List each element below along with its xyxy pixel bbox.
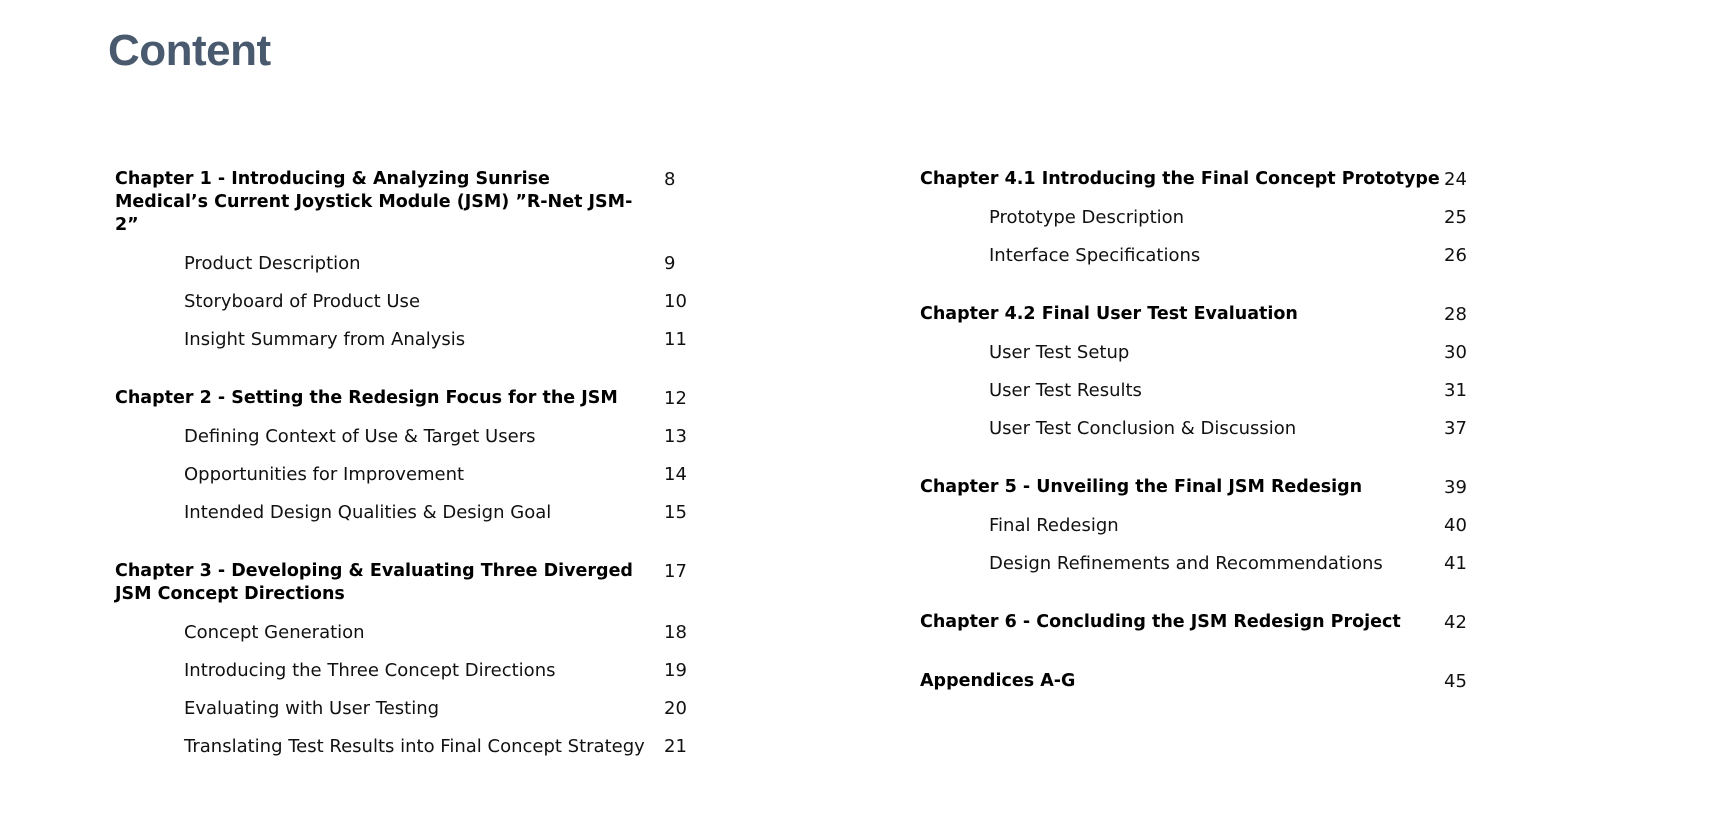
toc-chapter [920, 476, 1480, 575]
toc-chapter [920, 611, 1480, 634]
toc-chapter [115, 387, 695, 524]
section-row[interactable] [115, 501, 695, 524]
section-row[interactable] [115, 621, 695, 644]
section-row[interactable] [115, 463, 695, 486]
section-page-number: 21 [664, 736, 687, 757]
section-page-number: 31 [1444, 380, 1467, 401]
section-title: Concept Generation [184, 622, 365, 643]
toc-chapter [920, 168, 1480, 267]
section-page-number: 41 [1444, 553, 1467, 574]
chapter-title: Chapter 1 - Introducing & Analyzing Sunrise Medical’s Current Joystick Module (JSM) ”R-Net JSM-2” [115, 169, 633, 235]
chapter-page-number: 28 [1444, 304, 1467, 325]
chapter-page-number: 45 [1444, 671, 1467, 692]
section-page-number: 18 [664, 622, 687, 643]
section-page-number: 13 [664, 426, 687, 447]
section-row[interactable] [920, 341, 1480, 364]
chapter-page-number: 8 [664, 169, 676, 190]
section-row[interactable] [920, 206, 1480, 229]
chapter-page-number: 12 [664, 388, 687, 409]
section-page-number: 25 [1444, 207, 1467, 228]
section-title: Translating Test Results into Final Concept Strategy [184, 736, 645, 757]
chapter-title: Chapter 3 - Developing & Evaluating Three Diverged JSM Concept Directions [115, 561, 633, 604]
chapter-page-number: 42 [1444, 612, 1467, 633]
chapter-page-number: 39 [1444, 477, 1467, 498]
toc-left-column [115, 168, 695, 794]
section-page-number: 26 [1444, 245, 1467, 266]
section-title: Final Redesign [989, 515, 1119, 536]
chapter-title: Appendices A-G [920, 671, 1076, 691]
toc-chapter [115, 560, 695, 758]
section-title: Storyboard of Product Use [184, 291, 421, 312]
section-row[interactable] [115, 697, 695, 720]
section-title: Design Refinements and Recommendations [989, 553, 1383, 574]
section-row[interactable] [920, 552, 1480, 575]
section-title: User Test Conclusion & Discussion [989, 418, 1297, 439]
page-title: Content [108, 26, 271, 75]
section-title: Defining Context of Use & Target Users [184, 426, 536, 447]
section-page-number: 9 [664, 253, 676, 274]
toc-chapter [920, 303, 1480, 440]
section-page-number: 40 [1444, 515, 1467, 536]
section-page-number: 30 [1444, 342, 1467, 363]
chapter-title: Chapter 4.2 Final User Test Evaluation [920, 304, 1298, 324]
chapter-page-number: 17 [664, 561, 687, 582]
section-page-number: 20 [664, 698, 687, 719]
section-page-number: 37 [1444, 418, 1467, 439]
toc-right-column [920, 168, 1480, 729]
chapter-row[interactable] [920, 168, 1480, 191]
chapter-row[interactable] [115, 387, 695, 410]
chapter-row[interactable] [920, 303, 1480, 326]
section-page-number: 11 [664, 329, 687, 350]
section-row[interactable] [920, 244, 1480, 267]
chapter-title: Chapter 5 - Unveiling the Final JSM Redesign [920, 477, 1363, 497]
chapter-title: Chapter 2 - Setting the Redesign Focus for the JSM [115, 388, 618, 408]
section-title: Opportunities for Improvement [184, 464, 465, 485]
chapter-page-number: 24 [1444, 169, 1467, 190]
section-row[interactable] [920, 379, 1480, 402]
section-row[interactable] [920, 417, 1480, 440]
section-page-number: 10 [664, 291, 687, 312]
section-title: Prototype Description [989, 207, 1185, 228]
section-page-number: 15 [664, 502, 687, 523]
chapter-row[interactable] [115, 560, 695, 606]
section-row[interactable] [115, 290, 695, 313]
section-row[interactable] [920, 514, 1480, 537]
chapter-row[interactable] [920, 476, 1480, 499]
toc-chapter [115, 168, 695, 351]
section-title: Evaluating with User Testing [184, 698, 440, 719]
section-title: Product Description [184, 253, 361, 274]
section-page-number: 19 [664, 660, 687, 681]
chapter-row[interactable] [920, 611, 1480, 634]
section-row[interactable] [115, 425, 695, 448]
section-title: Interface Specifications [989, 245, 1201, 266]
section-title: User Test Results [989, 380, 1142, 401]
toc-chapter [920, 670, 1480, 693]
section-title: Intended Design Qualities & Design Goal [184, 502, 552, 523]
chapter-title: Chapter 6 - Concluding the JSM Redesign Project [920, 612, 1401, 632]
section-row[interactable] [115, 735, 695, 758]
section-title: Introducing the Three Concept Directions [184, 660, 556, 681]
section-row[interactable] [115, 252, 695, 275]
section-row[interactable] [115, 328, 695, 351]
chapter-row[interactable] [115, 168, 695, 237]
section-row[interactable] [115, 659, 695, 682]
section-title: User Test Setup [989, 342, 1130, 363]
chapter-row[interactable] [920, 670, 1480, 693]
chapter-title: Chapter 4.1 Introducing the Final Concept Prototype [920, 169, 1440, 189]
section-page-number: 14 [664, 464, 687, 485]
section-title: Insight Summary from Analysis [184, 329, 466, 350]
